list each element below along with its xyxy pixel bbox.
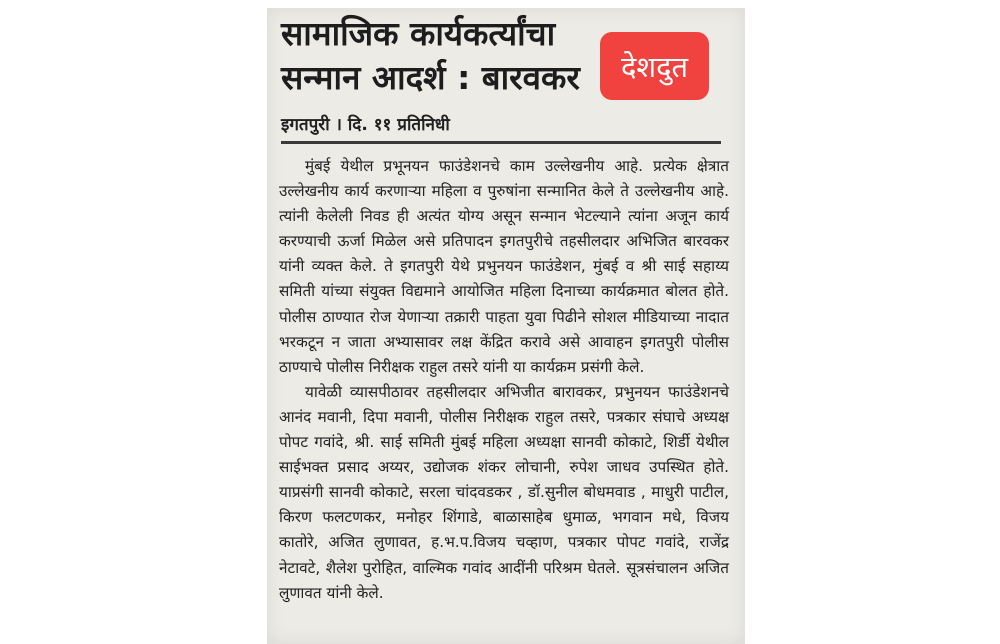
dateline: इगतपुरी । दि. ११ प्रतिनिधी [281, 112, 721, 144]
newspaper-logo-text: देशदुत [620, 49, 689, 84]
article-paragraph-1: मुंबई येथील प्रभूनयन फाउंडेशनचे काम उल्लेखनीय आहे. प्रत्येक क्षेत्रात उल्लेखनीय कार्य करणाऱ्या महिला व पुरुषांना सन्मानित केले ते उल्लेखनीय आहे. त्यांनी केलेली निवड ही अत्यंत योग्य असून सन्मान भेटल्याने त्यांना अजून कार्य करण्याची ऊर्जा मिळेल असे प्रतिपादन इगतपुरीचे तहसीलदार अभिजित बारवकर यांनी व्यक्त केले. ते इगतपुरी येथे प्रभुनयन फाउंडेशन, मुंबई व श्री साई सहाय्य समिती यांच्या संयुक्त विद्यमाने आयोजित महिला दिनाच्या कार्यक्रमात बोलत होते. पोलीस ठाण्यात रोज येणाऱ्या तक्रारी पाहता युवा पिढीने सोशल मीडियाच्या नादात भरकटून न जाता अभ्यासावर लक्ष केंद्रित करावे असे आवाहन इगतपुरी पोलीस ठाण्याचे पोलीस निरीक्षक राहुल तसरे यांनी या कार्यक्रम प्रसंगी केले. [279, 157, 729, 376]
newspaper-logo [600, 32, 709, 100]
headline-line-2: सन्मान आदर्श : बारवकर [281, 58, 580, 97]
article-paragraph-2: यावेळी व्यासपीठावर तहसीलदार अभिजीत बारावकर, प्रभुनयन फाउंडेशनचे आनंद मवानी, दिपा मवानी, पोलीस निरीक्षक राहुल तसरे, पत्रकार संघाचे अध्यक्ष पोपट गवांदे, श्री. साई समिती मुंबई महिला अध्यक्षा सानवी कोकाटे, शिर्डी येथील साईभक्त प्रसाद अय्यर, उद्योजक शंकर लोचानी, रुपेश जाधव उपस्थित होते. याप्रसंगी सानवी कोकाटे, सरला चांदवडकर , डॉ.सुनील बोधमवाड , माधुरी पाटील, किरण फलटणकर, मनोहर शिंगाडे, बाळासाहेब धुमाळ, भगवान मधे, विजय कातोरे, अजित लुणावत, ह.भ.प.विजय चव्हाण, पत्रकार पोपट गवांदे, राजेंद्र नेटावटे, शैलेश पुरोहित, वाल्मिक गवांद आदींनी परिश्रम घेतले. सूत्रसंचालन अजित लुणावत यांनी केले. [279, 382, 729, 602]
newspaper-clipping [267, 8, 745, 644]
headline-line-1: सामाजिक कार्यकर्त्यांचा [281, 14, 556, 53]
article-body [279, 154, 729, 606]
headline [281, 12, 591, 100]
